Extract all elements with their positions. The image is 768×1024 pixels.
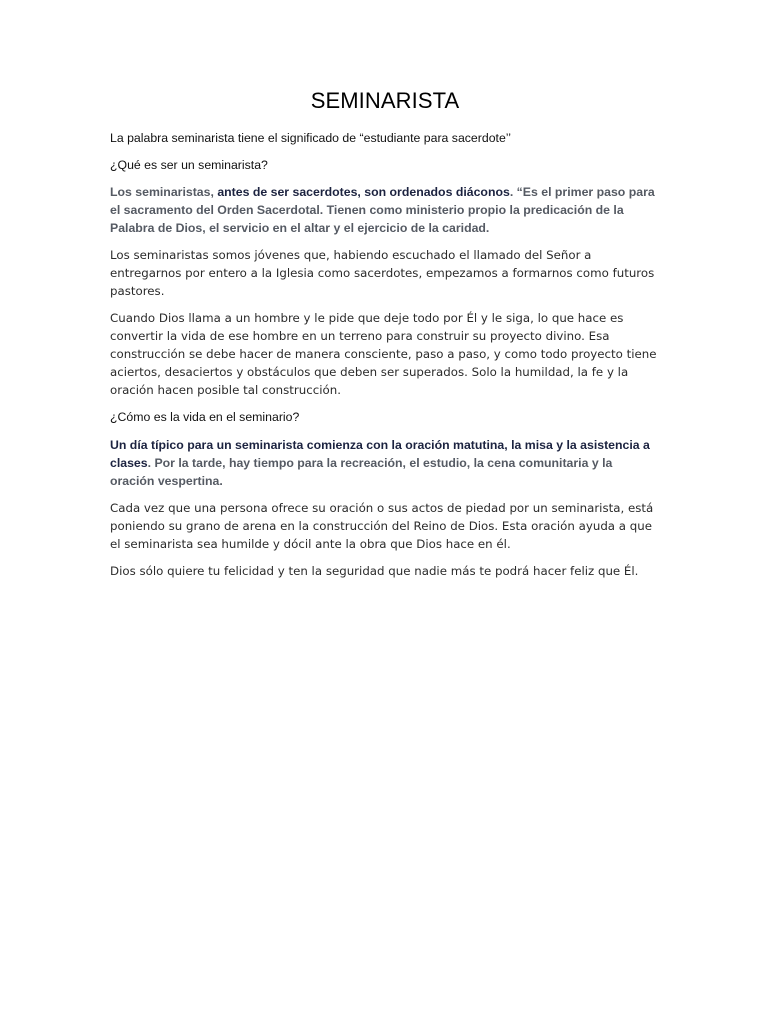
definition-part-2: . “Es el primer paso para el sacramento del Orden Sacerdotal. Tienen como ministerio propio la predicación de la Palabra de Dios, el servicio en el altar y el ejercicio de la caridad. [110,185,655,235]
document-title: SEMINARISTA [310,88,460,113]
document-body [110,86,660,589]
prayer-paragraph: Cada vez que una persona ofrece su oración o sus actos de piedad por un seminarista, está poniendo su grano de arena en la construcción del Reino de Dios. Esta oración ayuda a que el seminarista sea humilde y dócil ante la obra que Dios hace en él. [110,501,654,551]
calling-paragraph: Los seminaristas somos jóvenes que, habiendo escuchado el llamado del Señor a entregarnos por entero a la Iglesia como sacerdotes, empezamos a formarnos como futuros pastores. [110,248,655,298]
closing-paragraph: Dios sólo quiere tu felicidad y ten la seguridad que nadie más te podrá hacer feliz que Él. [110,564,639,578]
daily-life-paragraph [110,436,660,490]
definition-part-1: Los seminaristas, [110,185,218,199]
definition-emphasis: antes de ser sacerdotes, son ordenados diáconos [217,185,510,199]
question-heading-2: ¿Cómo es la vida en el seminario? [110,410,300,424]
intro-paragraph: La palabra seminarista tiene el significado de “estudiante para sacerdote’’ [110,131,512,145]
daily-life-rest: . Por la tarde, hay tiempo para la recreación, el estudio, la cena comunitaria y la oración vespertina. [110,456,613,488]
question-heading-1: ¿Qué es ser un seminarista? [110,158,268,172]
definition-paragraph [110,183,660,237]
daily-life-emphasis: Un día típico para un seminarista comienza con la oración matutina, la misa y la asistencia a clases [110,438,650,470]
construction-paragraph: Cuando Dios llama a un hombre y le pide que deje todo por Él y le siga, lo que hace es convertir la vida de ese hombre en un terreno para construir su proyecto divino. Esa construcción se debe hacer de manera consciente, paso a paso, y como todo proyecto tiene aciertos, desaciertos y obstáculos que deben ser superados. Solo la humildad, la fe y la oración hacen posible tal construcción. [110,311,657,397]
